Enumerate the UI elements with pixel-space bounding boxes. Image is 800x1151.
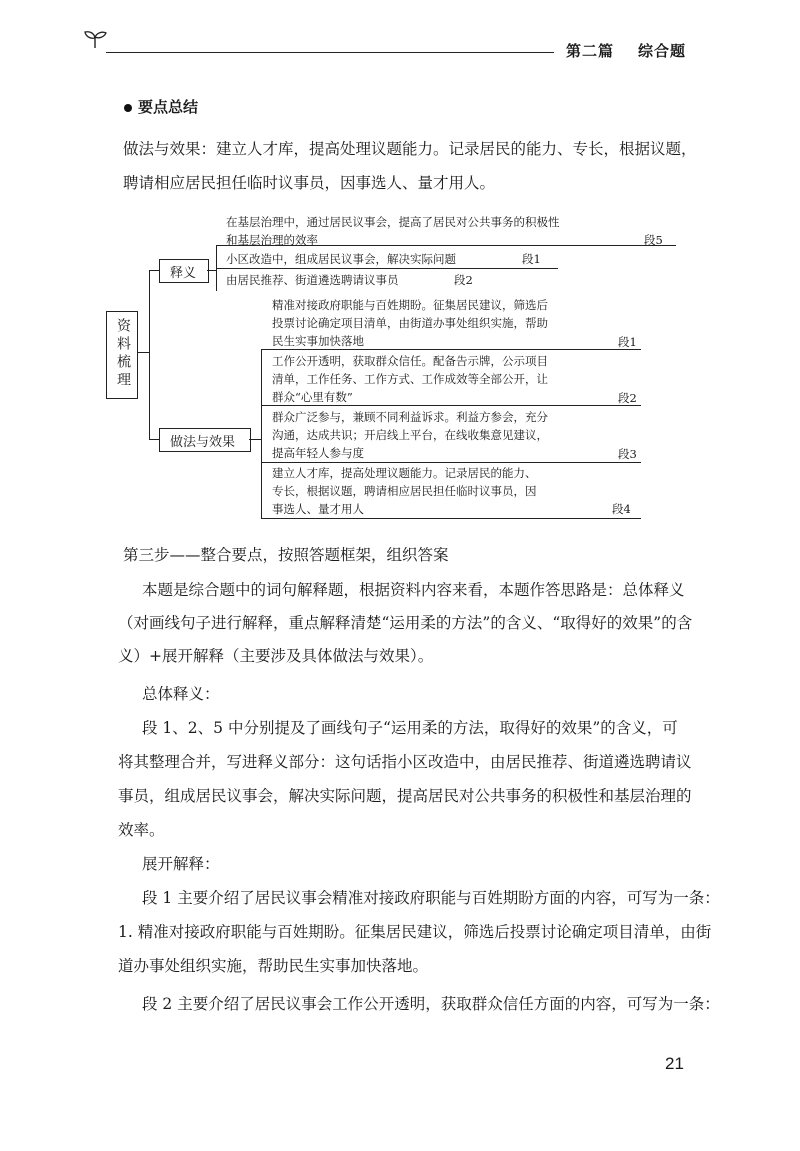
item-line: 工作公开透明，获取群众信任。配备告示牌，公示项目 [272, 354, 548, 368]
overall-label: 总体释义： [142, 685, 220, 703]
item-line: 清单，工作任务、工作方式、工作成效等全部公开，让 [272, 372, 548, 386]
branch-1-rule [216, 268, 558, 269]
sprout-icon [82, 28, 108, 50]
para3-line-2: 1. 精准对接政府职能与百姓期盼。征集居民建议，筛选后投票讨论确定项目清单，由街 [118, 923, 712, 941]
summary-line-1: 做法与效果：建立人才库，提高处理议题能力。记录居民的能力、专长，根据议题， [123, 140, 697, 158]
item-line: 群众广泛参与，兼顾不同利益诉求。利益方参会，充分 [272, 410, 548, 424]
para1-line-1: 本题是综合题中的词句解释题，根据资料内容来看，本题作答思路是：总体释义 [142, 581, 685, 599]
branch-2-item-1 [272, 296, 548, 350]
summary-heading-text: 要点总结 [138, 98, 199, 116]
bullet-icon [124, 104, 132, 112]
header-rule [106, 52, 554, 53]
item-tag: 段3 [618, 447, 637, 461]
para2-line-2: 将其整理合并，写进释义部分：这句话指小区改造中，由居民推荐、街道遴选聘请议 [118, 753, 692, 771]
item-line: 投票讨论确定项目清单，由街道办事处组织实施，帮助 [272, 316, 548, 330]
para3-line-1: 段 1 主要介绍了居民议事会精准对接政府职能与百姓期盼方面的内容，可写为一条： [142, 889, 720, 907]
branch-1-item-3: 由居民推荐、街道遴选聘请议事员 [226, 273, 399, 287]
page-number: 21 [665, 1054, 684, 1073]
branch-1-item-2: 小区改造中，组成居民议事会，解决实际问题 [226, 252, 456, 266]
item-tag: 段1 [522, 252, 541, 266]
item-line: 事选人、量才用人 [272, 502, 364, 516]
branch-methods-label: 做法与效果 [170, 435, 236, 450]
item-line: 在基层治理中，通过居民议事会，提高了居民对公共事务的积极性 [226, 215, 560, 229]
para1-line-3: 义）+展开解释（主要涉及具体做法与效果）。 [118, 647, 434, 665]
connector [149, 270, 150, 440]
para2-line-1: 段 1、2、5 中分别提及了画线句子“运用柔的方法，取得好的效果”的含义，可 [142, 719, 678, 737]
connector [149, 439, 159, 440]
item-line: 建立人才库，提高处理议题能力。记录居民的能力、 [272, 466, 537, 480]
para2-line-4: 效率。 [118, 821, 165, 839]
item-line: 和基层治理的效率 [226, 233, 318, 247]
branch-methods-effects [159, 428, 251, 452]
connector [249, 439, 261, 440]
step3-heading: 第三步——整合要点，按照答题框架，组织答案 [123, 546, 449, 564]
branch-explanation [159, 259, 209, 283]
branch-2-rule [261, 518, 641, 519]
item-tag: 段2 [454, 273, 473, 287]
branch-2-item-3 [272, 408, 548, 462]
para4-line-1: 段 2 主要介绍了居民议事会工作公开透明，获取群众信任方面的内容，可写为一条： [142, 995, 720, 1013]
item-line: 沟通，达成共识；开启线上平台，在线收集意见建议， [272, 428, 548, 442]
connector [261, 349, 262, 519]
item-line: 精准对接政府职能与百姓期盼。征集居民建议，筛选后 [272, 298, 548, 312]
header-title: 综合题 [638, 42, 687, 60]
branch-2-item-2 [272, 352, 548, 406]
header-section: 第二篇 [566, 42, 615, 60]
summary-line-2: 聘请相应居民担任临时议事员，因事选人、量才用人。 [123, 174, 496, 192]
mind-map-root [106, 311, 138, 399]
branch-1-item-1 [226, 213, 560, 249]
item-line: 群众“心里有数” [272, 390, 353, 404]
item-line: 提高年轻人参与度 [272, 446, 364, 460]
branch-2-item-4 [272, 464, 537, 518]
expand-label: 展开解释： [142, 855, 220, 873]
item-line: 专长，根据议题，聘请相应居民担任临时议事员，因 [272, 484, 537, 498]
item-tag: 段4 [612, 502, 631, 516]
item-tag: 段1 [618, 335, 637, 349]
summary-heading [124, 96, 198, 117]
connector [149, 270, 159, 271]
para1-line-2: （对画线句子进行解释，重点解释清楚“运用柔的方法”的含义、“取得好的效果”的含 [118, 614, 693, 632]
item-tag: 段2 [618, 391, 637, 405]
item-line: 民生实事加快落地 [272, 334, 364, 348]
para3-line-3: 道办事处组织实施，帮助民生实事加快落地。 [118, 957, 429, 975]
branch-explanation-label: 释义 [170, 266, 197, 281]
item-tag: 段5 [644, 233, 663, 247]
mind-map-root-label: 资料梳理 [115, 318, 131, 390]
para2-line-3: 事员，组成居民议事会，解决实际问题，提高居民对公共事务的积极性和基层治理的 [118, 787, 692, 805]
